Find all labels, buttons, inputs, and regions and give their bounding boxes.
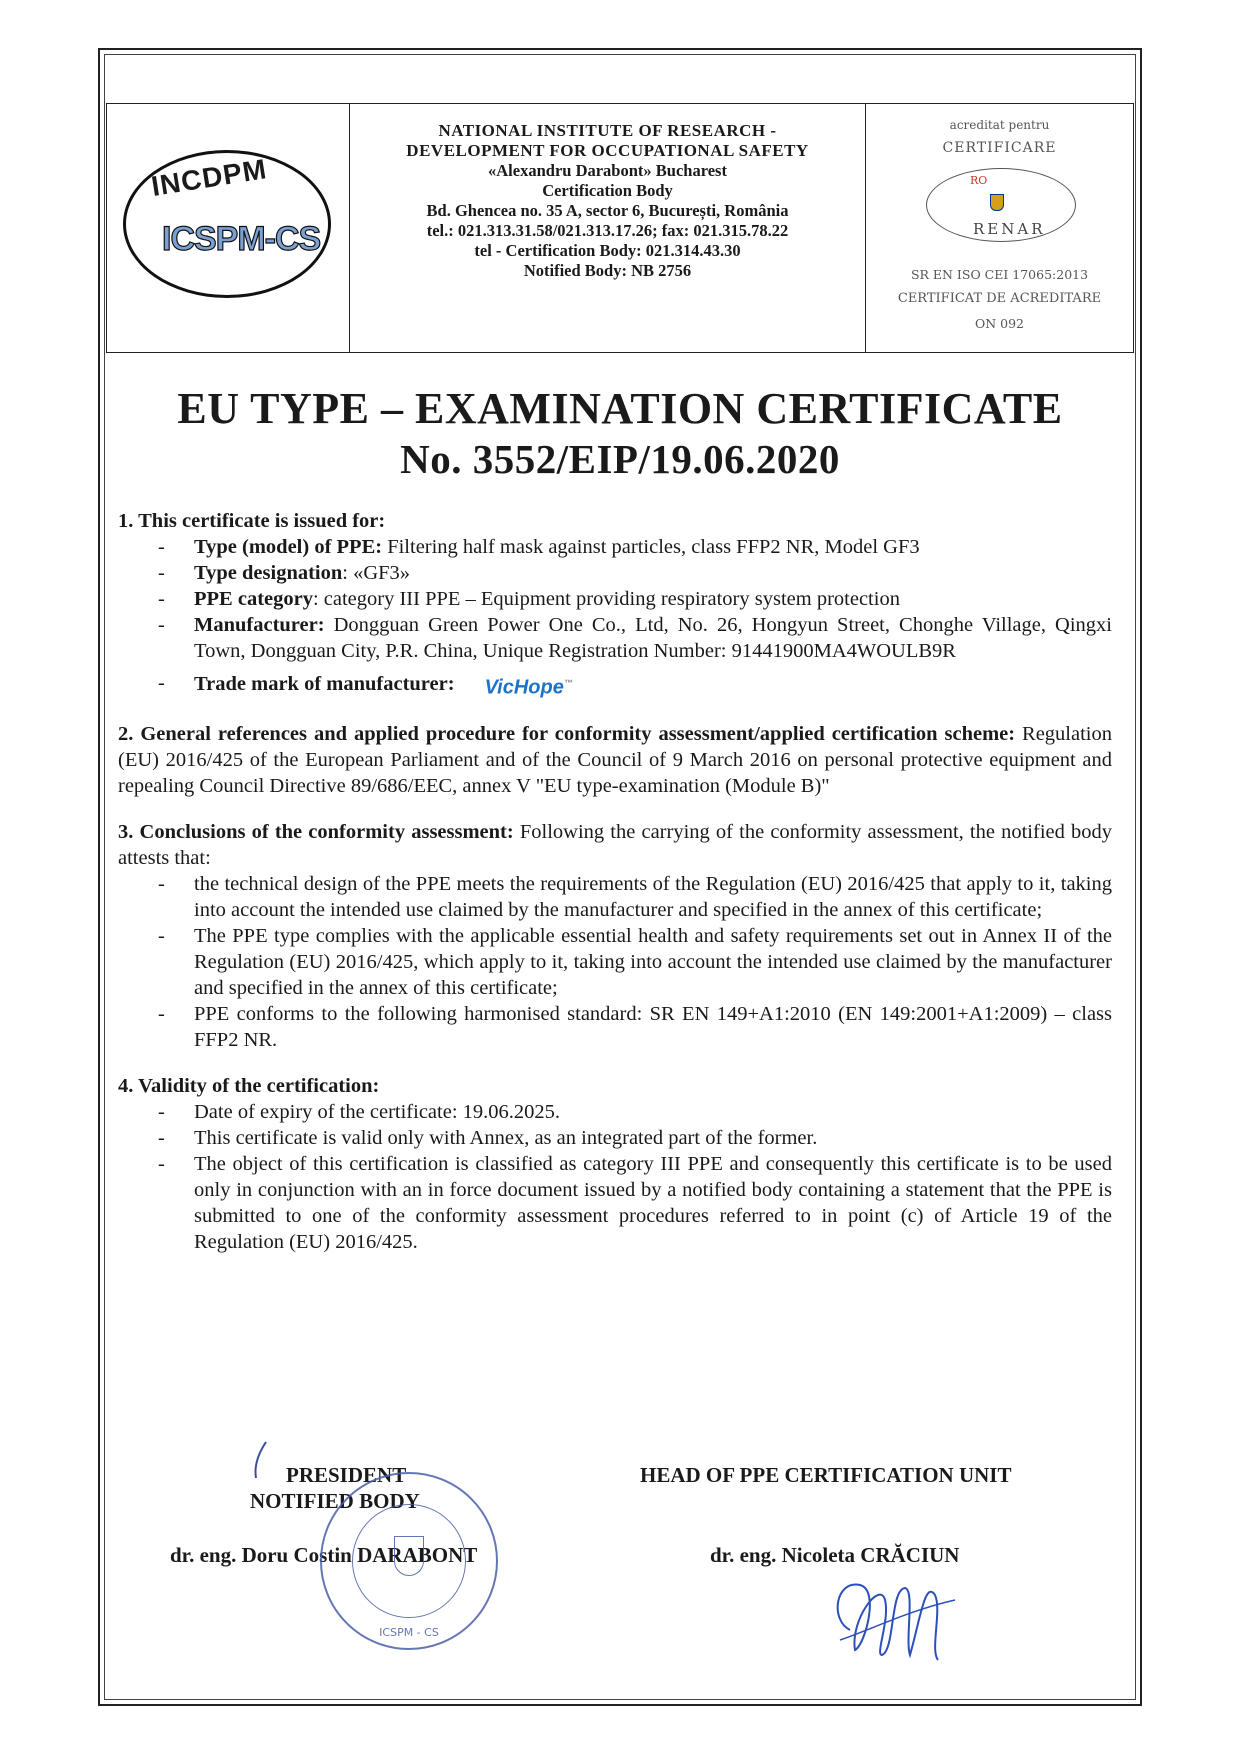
certificate-header <box>106 103 1134 353</box>
stamp-crest-icon <box>394 1536 424 1576</box>
accreditation-standard: SR EN ISO CEI 17065:2013 <box>910 267 1089 282</box>
list-item: - PPE conforms to the following harmonised standard: SR EN 149+A1:2010 (EN 149:2001+A1:2009) – class FFP2 NR. <box>118 1001 1112 1053</box>
accreditation-number: ON 092 <box>974 316 1025 331</box>
institute-line: NATIONAL INSTITUTE OF RESEARCH - <box>438 121 777 140</box>
list-item: - The object of this certification is classified as category III PPE and consequently this certificate is to be used only in conjunction with an in force document issued by a notified body containing a statement that the PPE is submitted to one of the conformity assessment procedures referred to in point (c) of Article 19 of the Regulation (EU) 2016/425. <box>118 1151 1112 1255</box>
accreditation-top-text: acreditat pentru <box>949 118 1050 132</box>
title-line-1: EU TYPE – EXAMINATION CERTIFICATE <box>177 384 1063 433</box>
institute-line: tel - Certification Body: 021.314.43.30 <box>474 241 741 260</box>
list-item: - Date of expiry of the certificate: 19.06.2025. <box>118 1099 1112 1125</box>
accreditation-cert-text: CERTIFICARE <box>942 140 1057 156</box>
head-of-unit-title: HEAD OF PPE CERTIFICATION UNIT <box>640 1463 1012 1487</box>
accreditation-box <box>866 104 1133 352</box>
list-item: - the technical design of the PPE meets the requirements of the Regulation (EU) 2016/425 that apply to it, taking into account the intended use claimed by the manufacturer and specified in the annex of this certificate; <box>118 871 1112 923</box>
stamp-text: ICSPM - CS <box>379 1626 439 1639</box>
section-heading: 2. General references and applied procedure for conformity assessment/applied certification scheme: <box>118 722 1016 745</box>
official-stamp <box>320 1472 498 1650</box>
president-name: dr. eng. Doru Costin DARABONT <box>170 1543 478 1567</box>
certificate-body <box>118 508 1112 1255</box>
section-text: Following the carrying of the conformity assessment, the notified body attests that: <box>118 820 1113 869</box>
institute-line: Certification Body <box>542 181 673 200</box>
section-validity <box>118 1073 1112 1255</box>
handwritten-signature <box>820 1560 970 1670</box>
renar-ro-text: RO <box>970 174 988 187</box>
romania-crest-icon <box>990 194 1004 211</box>
list-item: - Manufacturer: Dongguan Green Power One Co., Ltd, No. 26, Hongyun Street, Chonghe Village, Qingxi Town, Dongguan City, P.R. China, Unique Registration Number: 91441900MA4WOULB9R <box>118 612 1112 664</box>
head-of-unit-signature-block <box>640 1462 1011 1488</box>
certificate-number: No. 3552/EIP/19.06.2020 <box>400 436 840 482</box>
logo-sub-text: ICSPM-CS <box>162 220 321 258</box>
head-of-unit-name: dr. eng. Nicoleta CRĂCIUN <box>710 1543 960 1567</box>
institute-line: DEVELOPMENT FOR OCCUPATIONAL SAFETY <box>406 141 809 160</box>
accreditation-certificate-label: CERTIFICAT DE ACREDITARE <box>897 291 1102 306</box>
section-conclusions <box>118 819 1112 1053</box>
president-title: PRESIDENT <box>286 1463 407 1487</box>
institute-line: «Alexandru Darabont» Bucharest <box>488 161 727 180</box>
section-heading: 3. Conclusions of the conformity assessment: <box>118 820 514 843</box>
list-item: - Type (model) of PPE: Filtering half mask against particles, class FFP2 NR, Model GF3 <box>118 534 1112 560</box>
list-item: - Type designation: «GF3» <box>118 560 1112 586</box>
list-item: - The PPE type complies with the applicable essential health and safety requirements set out in Annex II of the Regulation (EU) 2016/425, which apply to it, taking into account the intended use claimed by the manufacturer and specified in the annex of this certificate; <box>118 923 1112 1001</box>
list-item: - This certificate is valid only with Annex, as an integrated part of the former. <box>118 1125 1112 1151</box>
institute-line: Bd. Ghencea no. 35 A, sector 6, București, România <box>426 201 789 220</box>
trademark-logo: VicHope™ <box>484 676 573 699</box>
section-heading: 1. This certificate is issued for: <box>118 510 386 532</box>
institute-logo <box>107 104 350 352</box>
section-general-references <box>118 721 1112 799</box>
list-item: - Trade mark of manufacturer: VicHope™ <box>118 670 1112 701</box>
institute-line: Notified Body: NB 2756 <box>523 261 692 280</box>
section-heading: 4. Validity of the certification: <box>118 1074 380 1097</box>
list-item: - PPE category: category III PPE – Equipment providing respiratory system protection <box>118 586 1112 612</box>
institute-line: tel.: 021.313.31.58/021.313.17.26; fax: 021.315.78.22 <box>426 221 789 240</box>
renar-text: RENAR <box>973 220 1046 238</box>
certificate-title <box>100 384 1140 484</box>
section-issued-for <box>118 508 1112 701</box>
logo-arc-text: INCDPM <box>149 153 270 202</box>
section-text: Regulation (EU) 2016/425 of the European Parliament and of the Council of 9 March 2016 on personal protective equipment and repealing Council Directive 89/686/EEC, annex V "EU type-examination (Module B)" <box>118 722 1112 797</box>
notified-body-title: NOTIFIED BODY <box>250 1489 420 1513</box>
institute-info <box>350 104 866 352</box>
